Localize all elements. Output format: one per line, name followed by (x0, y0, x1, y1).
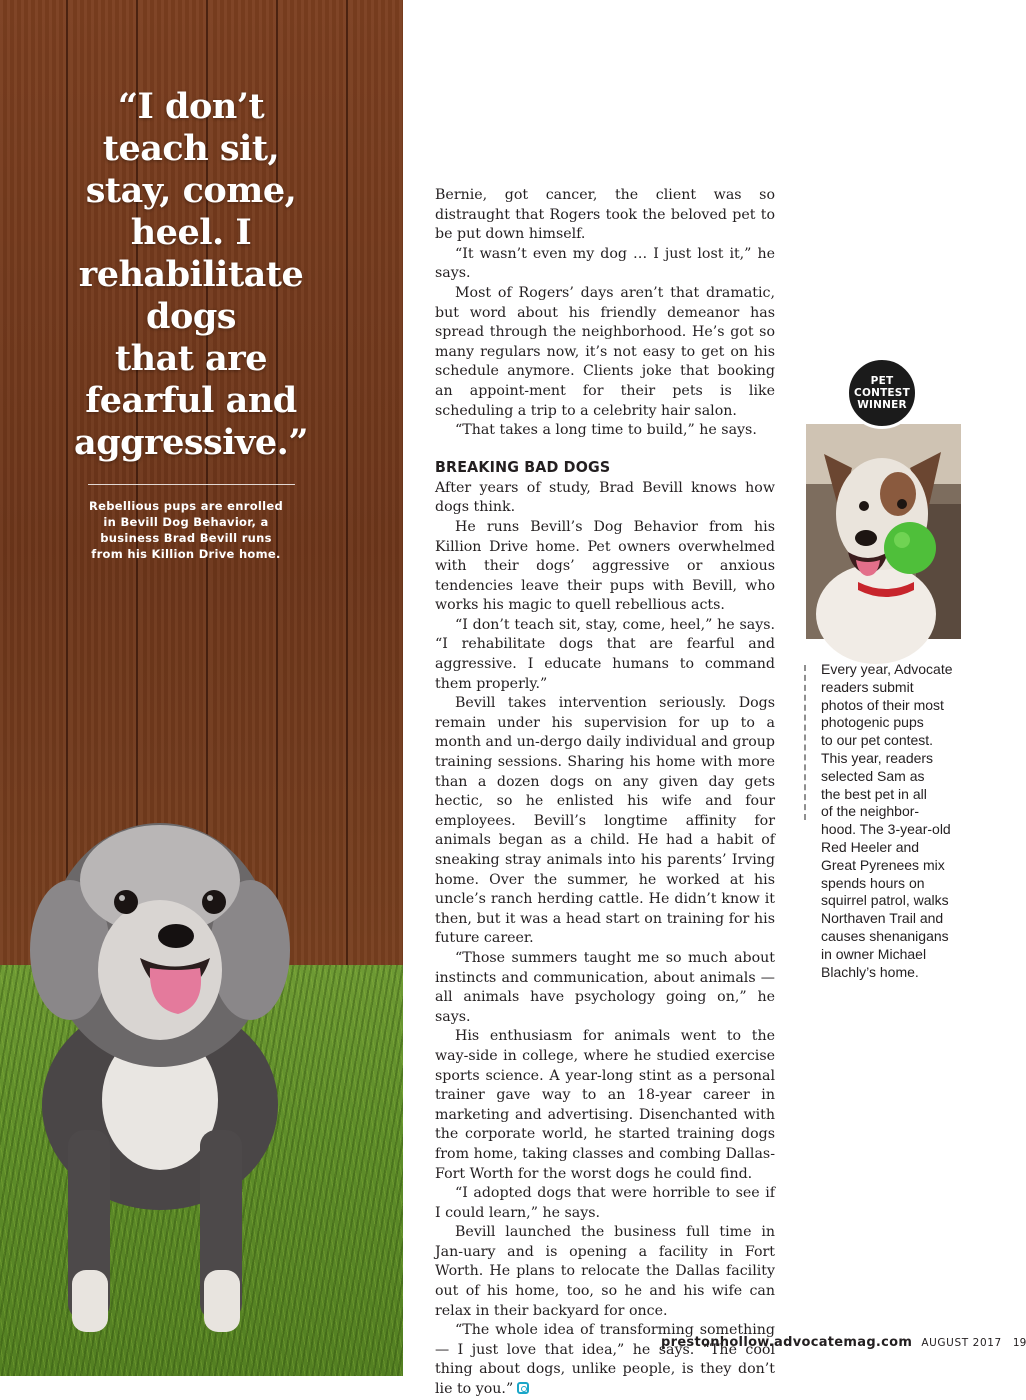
sidebar-divider (804, 665, 806, 820)
quote-divider (88, 484, 295, 485)
sidebar-caption: Every year, Advocate readers submit photos of their most photogenic pups to our pet contest. This year, readers selected Sam as the best pet in all of the neighbor- hood. The 3-year-old Red Heeler and Great Pyrenees mix spends hours on squirrel patrol, walks Northaven Trail and causes shenanigans in owner Michael Blachly’s home. (821, 661, 953, 980)
photo-caption: Rebellious pups are enrolled in Bevill Dog Behavior, a business Brad Bevill runs from his Killion Drive home. (88, 499, 284, 561)
dog-photo-illustration (0, 800, 403, 1376)
pet-contest-winner-badge (846, 357, 918, 429)
feature-photo (0, 0, 403, 1376)
article-paragraph: After years of study, Brad Bevill knows how dogs think. (435, 479, 775, 516)
article-paragraph: Most of Rogers’ days aren’t that dramatic, but word about his friendly demeanor has spread through the neighborhood. He’s got so many regulars now, it’s not easy to get on his schedule anymore. Clients joke that booking an appoint-ment for their pets is like scheduling a trip to a celebrity hair salon. (435, 284, 775, 419)
article-final-text: “The whole idea of transforming something — I just love that idea,” he says. “The cool thing about dogs, unlike people, is they don’t lie to you.” (435, 1322, 775, 1398)
winner-dog-illustration (806, 424, 961, 639)
winner-dog-photo (806, 424, 961, 639)
article-paragraph: “Those summers taught me so much about instincts and communication, about animals — all animals have psychology going on,” he says. (435, 949, 775, 1025)
article-paragraph: Bevill launched the business full time in Jan-uary and is opening a facility in Fort Worth. He plans to relocate the Dallas facility out of his home, too, so he and his wife can relax in their backyard for once. (435, 1224, 775, 1319)
article-paragraph: “I adopted dogs that were horrible to see if I could learn,” he says. (435, 1185, 775, 1221)
footer-site-url: prestonhollow.advocatemag.com (661, 1335, 913, 1350)
article-paragraph: “It wasn’t even my dog … I just lost it,” he says. (435, 245, 775, 282)
pull-quote: “I don’t teach sit, stay, come, heel. I rehabilitate dogs that are fearful and aggressive.” (74, 86, 308, 463)
article-paragraph: He runs Bevill’s Dog Behavior from his Killion Drive home. Pet owners overwhelmed with their dogs’ aggressive or anxious tendencies leave their pups with Bevill, who works his magic to quell rebellious acts. (435, 518, 775, 614)
article-paragraph: His enthusiasm for animals went to the way-side in college, where he studied exercise sports science. A year-long stint as a personal trainer gave way to an 18-year career in marketing and advertising. Disenchanted with the corporate world, he started training dogs from home, taking classes and combing Dallas-Fort Worth for the worst dogs he could find. (435, 1028, 775, 1182)
article-body (435, 186, 775, 1400)
article-paragraph: Bevill takes intervention seriously. Dogs remain under his supervision for up to a month and un-dergo daily individual and group training sessions. Sharing his home with more than a dozen dogs on any given day gets hectic, so he enlisted his wife and four employees. Bevill’s longtime affinity for animals began as a child. He had a habit of sneaking stray animals into his parents’ Irving home. Over the summer, he worked at his uncle’s ranch herding cattle. He didn’t know it then, but it was a head start on training for his future career. (435, 695, 775, 947)
badge-label: PET CONTEST WINNER (854, 375, 910, 411)
advocate-end-mark-icon (517, 1382, 529, 1394)
page-footer (661, 1331, 1026, 1351)
footer-page-number: 19 (1012, 1337, 1026, 1349)
article-paragraph: “I don’t teach sit, stay, come, heel,” he says. “I rehabilitate dogs that are fearful and aggressive. I educate humans to command them properly.” (435, 616, 775, 692)
footer-issue-date: AUGUST 2017 (921, 1337, 1002, 1349)
article-paragraph: Bernie, got cancer, the client was so distraught that Rogers took the beloved pet to be put down himself. (435, 187, 775, 243)
section-heading: BREAKING BAD DOGS (435, 457, 611, 476)
article-paragraph: “That takes a long time to build,” he says. (455, 422, 757, 439)
